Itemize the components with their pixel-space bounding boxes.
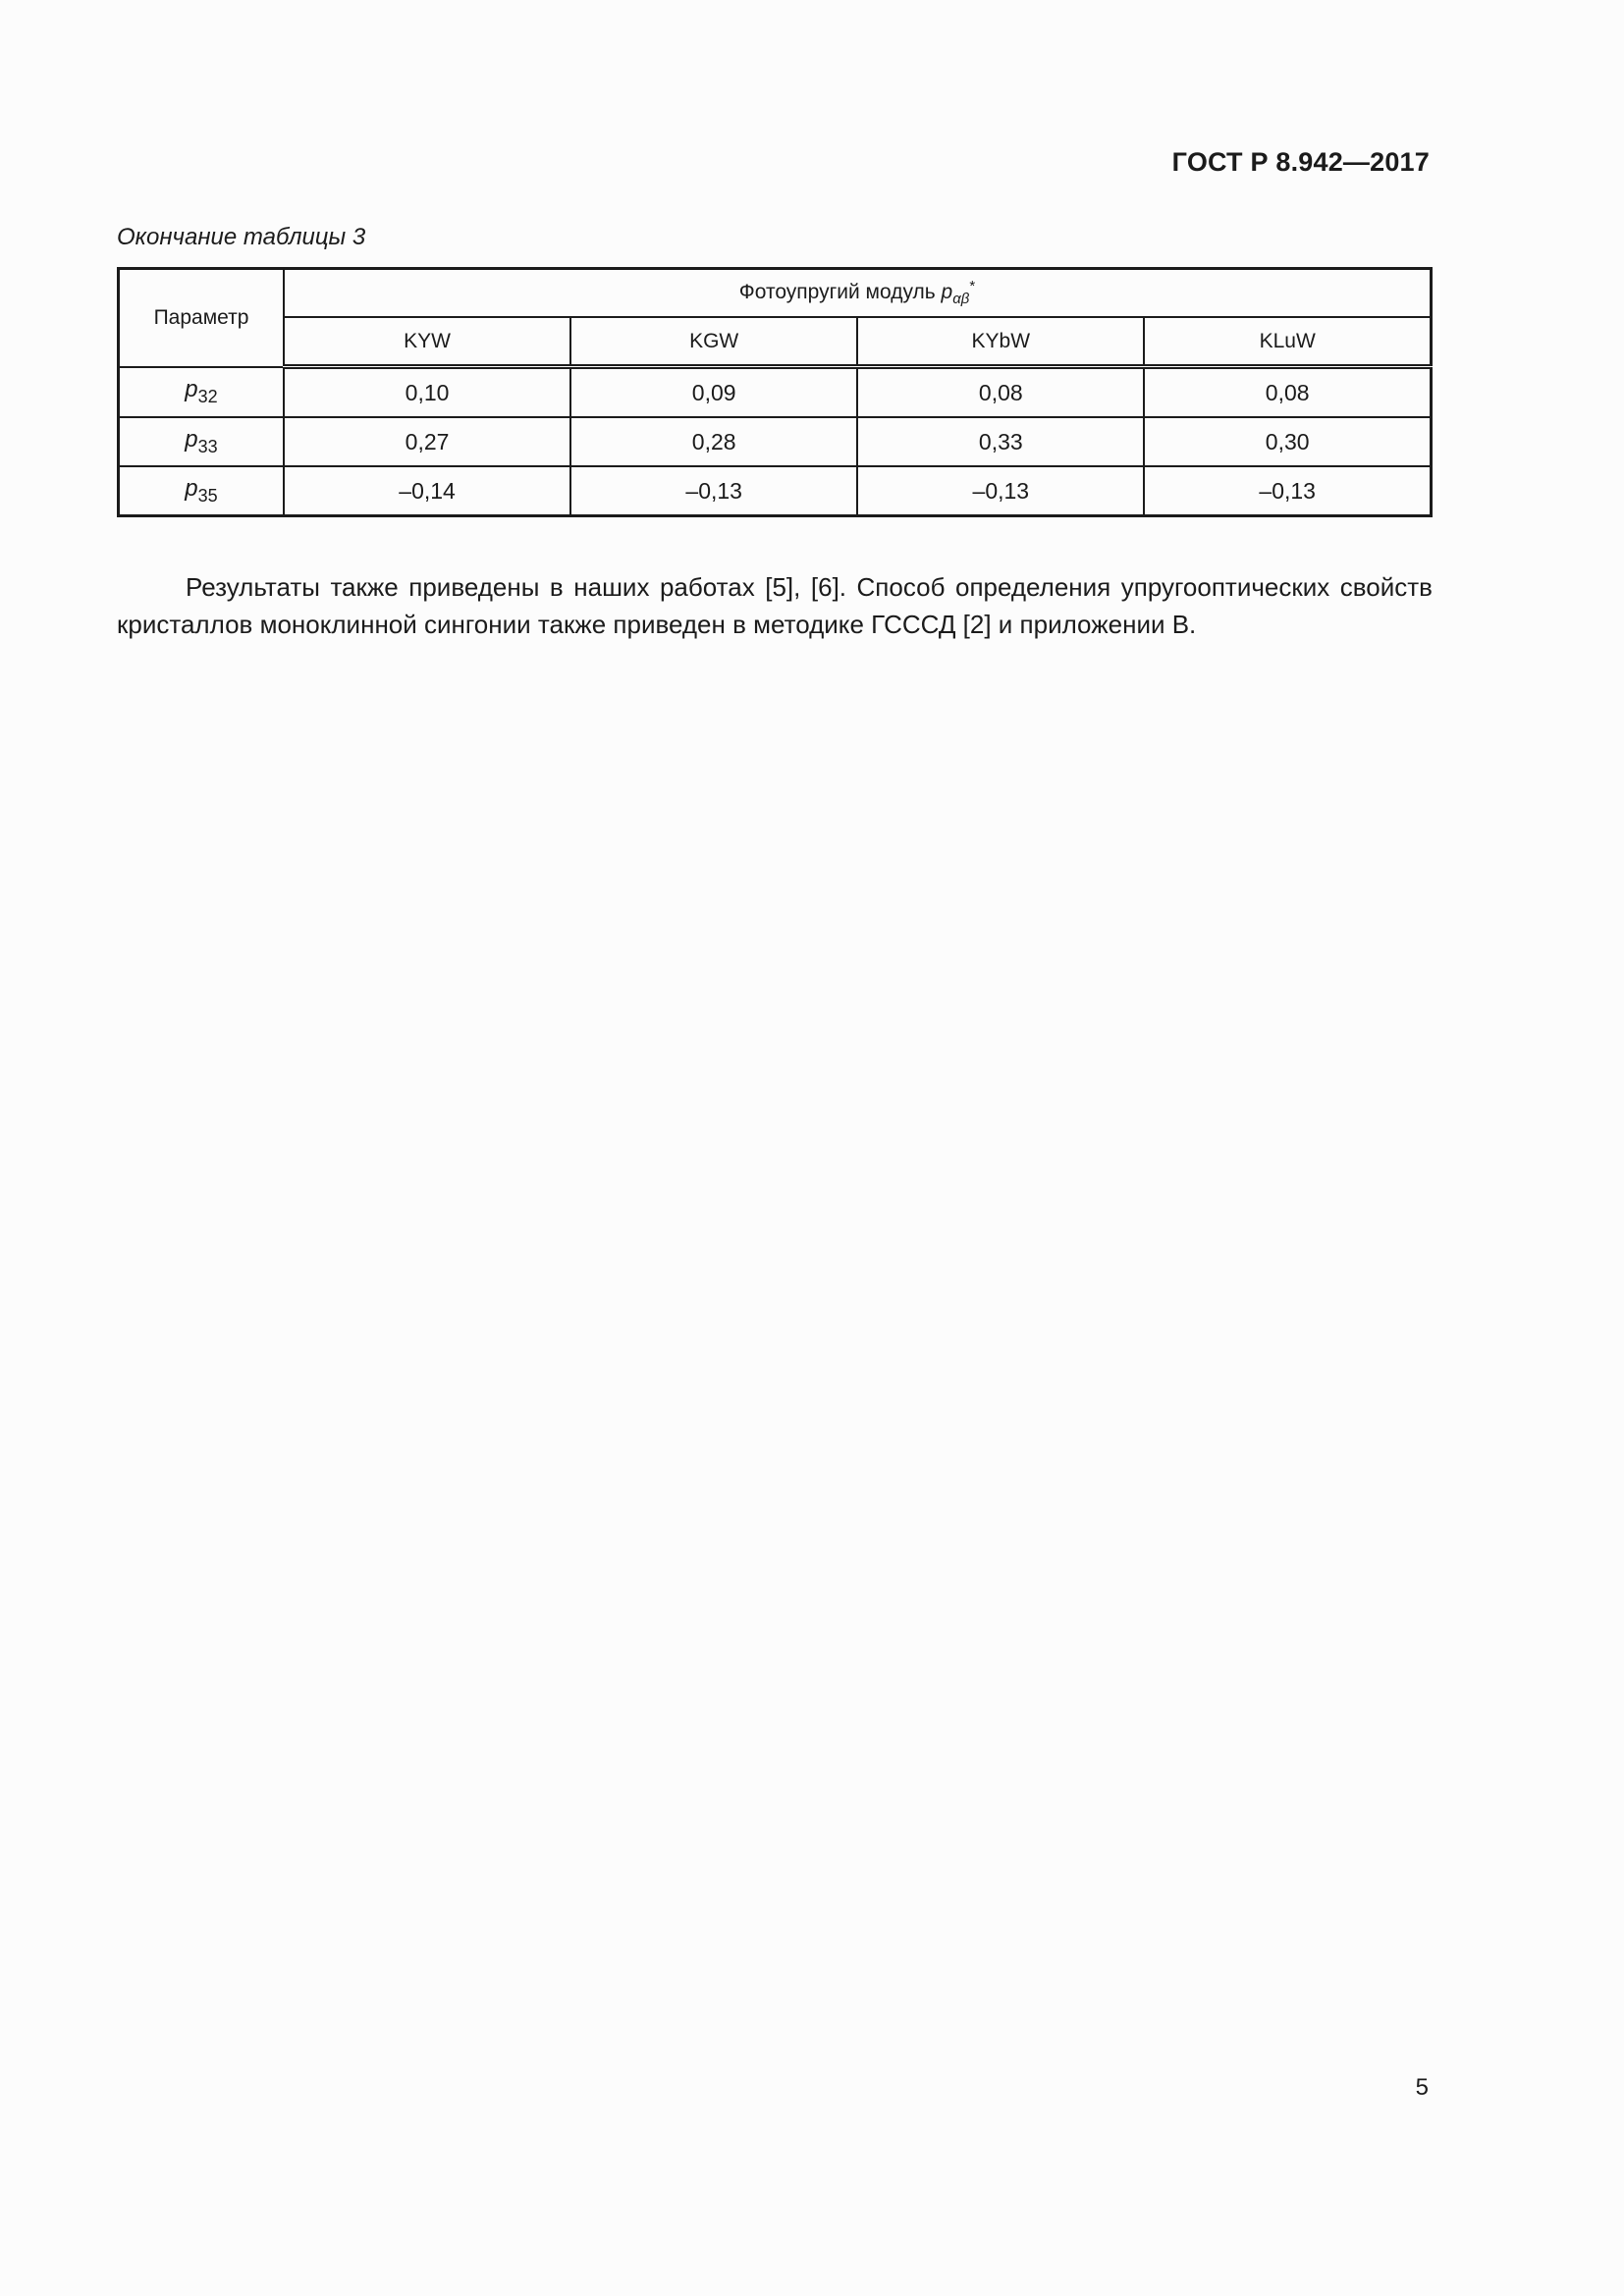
group-header <box>284 269 1432 318</box>
table-caption: Окончание таблицы 3 <box>117 224 366 250</box>
page-number: 5 <box>1415 2074 1429 2101</box>
photoelastic-table <box>117 267 1433 517</box>
body-paragraph: Результаты также приведены в наших работах [5], [6]. Способ определения упругооптических свойств кристаллов моноклинной сингонии также приведен в методике ГСССД [2] и приложении В. <box>117 572 1433 639</box>
table-row <box>119 417 1432 466</box>
table-cell: 0,27 <box>284 417 570 466</box>
group-header-symbol: $p_{\alpha\beta}^*$ <box>941 278 976 308</box>
table-cell: –0,13 <box>1144 466 1431 516</box>
table-cell: –0,13 <box>857 466 1144 516</box>
table-row <box>119 466 1432 516</box>
table-cell: 0,30 <box>1144 417 1431 466</box>
table-cell: 0,08 <box>1144 367 1431 418</box>
table-cell: 0,28 <box>570 417 857 466</box>
table-cell: 0,09 <box>570 367 857 418</box>
column-header: KLuW <box>1144 317 1431 367</box>
table-cell: –0,13 <box>570 466 857 516</box>
column-header: KYbW <box>857 317 1144 367</box>
param-header: Параметр <box>119 269 285 367</box>
table-cell: 0,33 <box>857 417 1144 466</box>
column-header: KGW <box>570 317 857 367</box>
column-header: KYW <box>284 317 570 367</box>
table-row <box>119 367 1432 418</box>
row-param: $p_{32}$ <box>119 367 285 418</box>
row-param: $p_{33}$ <box>119 417 285 466</box>
table-cell: –0,14 <box>284 466 570 516</box>
row-param: $p_{35}$ <box>119 466 285 516</box>
table-cell: 0,10 <box>284 367 570 418</box>
document-header: ГОСТ Р 8.942—2017 <box>1171 147 1430 177</box>
group-header-text: Фотоупругий модуль <box>738 281 936 304</box>
table-cell: 0,08 <box>857 367 1144 418</box>
